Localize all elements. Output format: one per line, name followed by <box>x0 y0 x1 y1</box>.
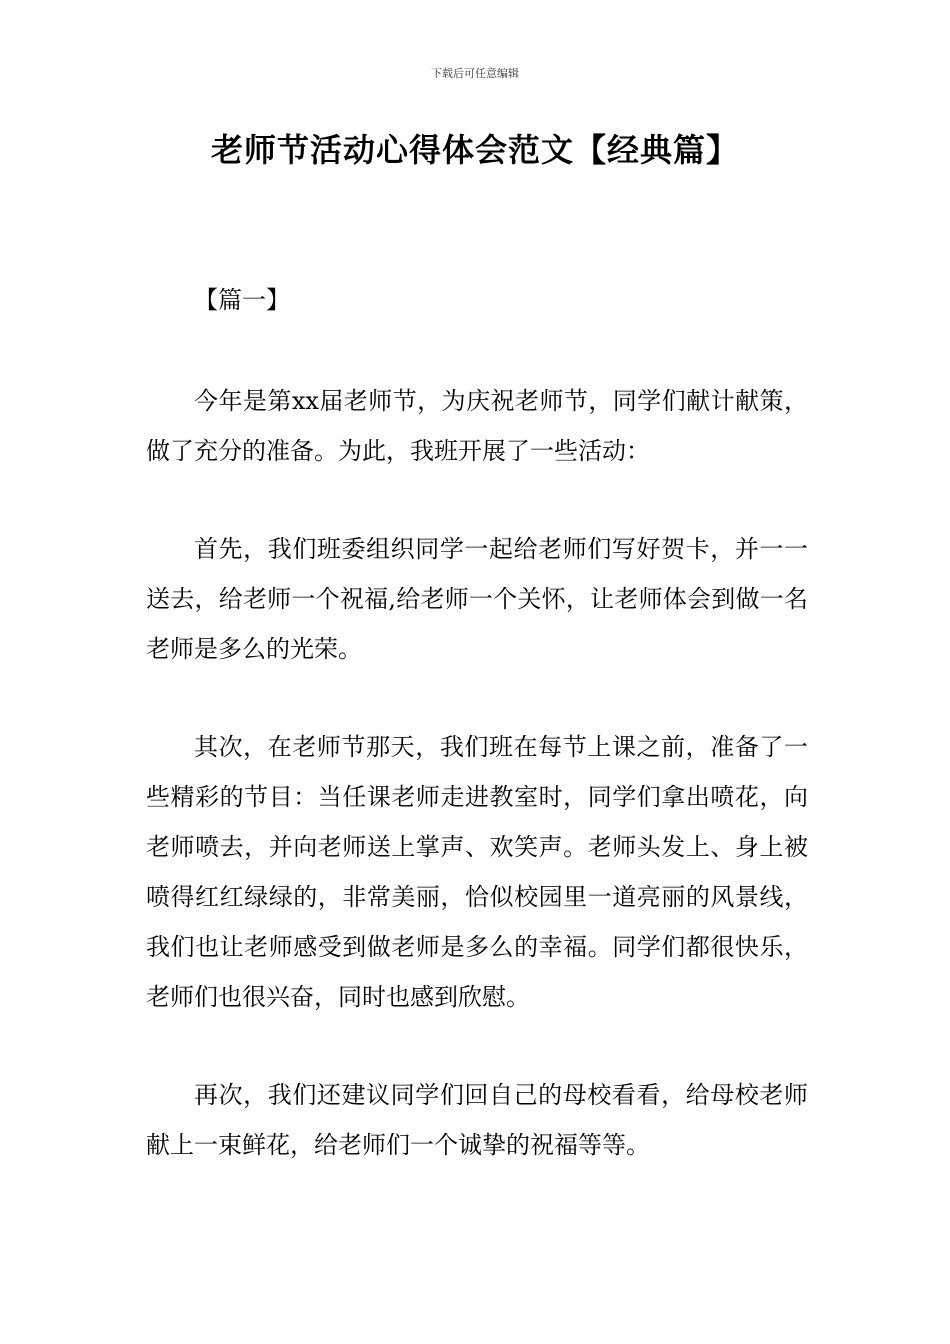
header-note: 下载后可任意编辑 <box>431 67 519 80</box>
paragraph-3: 其次，在老师节那天，我们班在每节上课之前，准备了一些精彩的节目：当任课老师走进教室时，同学们拿出喷花，向老师喷去，并向老师送上掌声、欢笑声。老师头发上、身上被喷得红红绿绿的，非常美丽，恰似校园里一道亮丽的风景线，我们也让老师感受到做老师是多么的幸福。同学们都很快乐，老师们也很兴奋，同时也感到欣慰。 <box>146 733 808 1011</box>
section-heading: 【篇一】 <box>194 286 290 314</box>
document-title: 老师节活动心得体会范文【经典篇】 <box>210 131 739 169</box>
paragraph-1: 今年是第xx届老师节，为庆祝老师节，同学们献计献策，做了充分的准备。为此，我班开展了一些活动： <box>146 387 808 465</box>
paragraph-2: 首先，我们班委组织同学一起给老师们写好贺卡，并一一送去，给老师一个祝福,给老师一个关怀，让老师体会到做一名老师是多么的光荣。 <box>146 535 808 663</box>
paragraph-4: 再次，我们还建议同学们回自己的母校看看，给母校老师献上一束鲜花，给老师们一个诚挚的祝福等等。 <box>146 1081 808 1159</box>
